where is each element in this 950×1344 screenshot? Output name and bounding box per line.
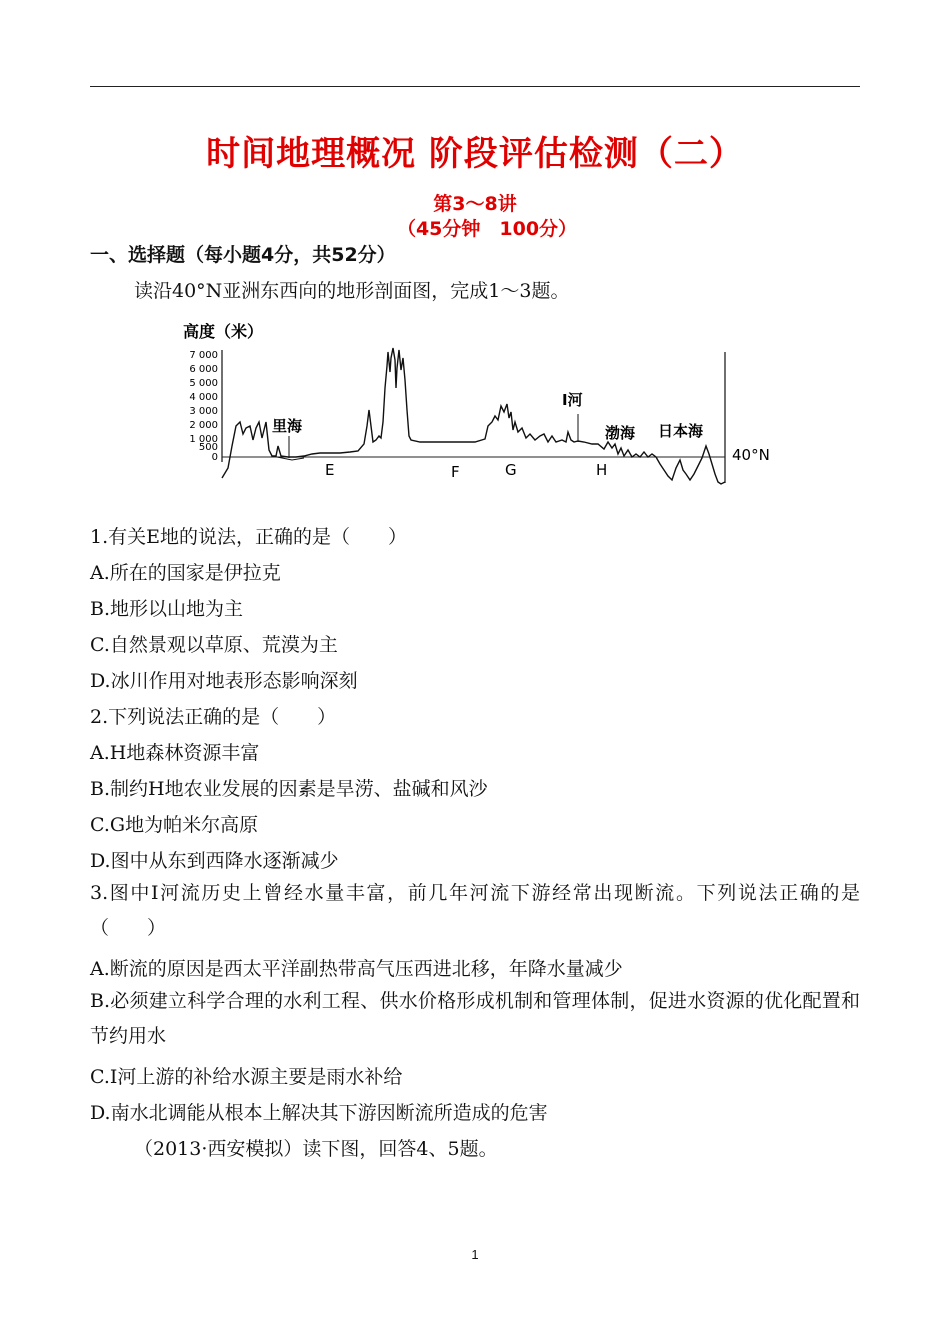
q1-option-c: C.自然景观以草原、荒漠为主: [90, 634, 338, 656]
y-tick: 3 000: [189, 406, 218, 417]
japan-sea-label: 日本海: [658, 422, 704, 440]
question-2-stem: 2.下列说法正确的是（ ）: [90, 706, 337, 728]
q2-option-a: A.H地森林资源丰富: [90, 742, 260, 764]
y-tick: 6 000: [189, 364, 218, 375]
terrain-profile-line: [222, 348, 725, 484]
question-intro: 读沿40°N亚洲东西向的地形剖面图，完成1～3题。: [134, 280, 570, 302]
latitude-label: 40°N: [732, 446, 770, 464]
q1-option-a: A.所在的国家是伊拉克: [90, 562, 281, 584]
letter-e: E: [325, 461, 335, 479]
page-number: 1: [471, 1247, 479, 1262]
q2-option-d: D.图中从东到西降水逐渐减少: [90, 850, 339, 872]
y-axis-label: 高度（米）: [183, 322, 264, 341]
y-tick: 5 000: [189, 378, 218, 389]
q3-option-c: C.Ⅰ河上游的补给水源主要是雨水补给: [90, 1066, 403, 1088]
time-score: （45分钟 100分）: [396, 218, 578, 240]
y-tick: 1 000: [189, 434, 218, 445]
question-1-stem: 1.有关E地的说法，正确的是（ ）: [90, 526, 407, 548]
terrain-profile-figure: [180, 318, 780, 490]
letter-h: H: [596, 461, 608, 479]
letter-f: F: [451, 463, 460, 481]
y-tick: 4 000: [189, 392, 218, 403]
caspian-label: 里海: [272, 417, 303, 435]
section-heading: 一、选择题（每小题4分，共52分）: [90, 244, 396, 266]
page-title: 时间地理概况 阶段评估检测（二）: [206, 134, 744, 174]
q1-option-d: D.冰川作用对地表形态影响深刻: [90, 670, 358, 692]
y-tick: 2 000: [189, 420, 218, 431]
q2-option-b: B.制约H地农业发展的因素是旱涝、盐碱和风沙: [90, 778, 488, 800]
y-tick: 7 000: [189, 350, 218, 361]
y-tick: 0: [211, 452, 218, 463]
question-3-stem: 3.图中Ⅰ河流历史上曾经水量丰富，前几年河流下游经常出现断流。下列说法正确的是（ ）: [90, 882, 860, 939]
river-label: Ⅰ河: [562, 391, 583, 409]
q3-option-b: B.必须建立科学合理的水利工程、供水价格形成机制和管理体制，促进水资源的优化配置和节约用水: [90, 990, 860, 1047]
next-question-intro: （2013·西安模拟）读下图，回答4、5题。: [134, 1138, 498, 1160]
lecture-range: 第3～8讲: [433, 193, 517, 215]
bohai-label: 渤海: [605, 424, 636, 442]
letter-g: G: [505, 461, 517, 479]
header-rule: [90, 86, 860, 87]
y-tick: 500: [198, 442, 218, 453]
q2-option-c: C.G地为帕米尔高原: [90, 814, 259, 836]
q3-option-a: A.断流的原因是西太平洋副热带高气压西进北移，年降水量减少: [90, 958, 623, 980]
q3-option-d: D.南水北调能从根本上解决其下游因断流所造成的危害: [90, 1102, 548, 1124]
q1-option-b: B.地形以山地为主: [90, 598, 244, 620]
